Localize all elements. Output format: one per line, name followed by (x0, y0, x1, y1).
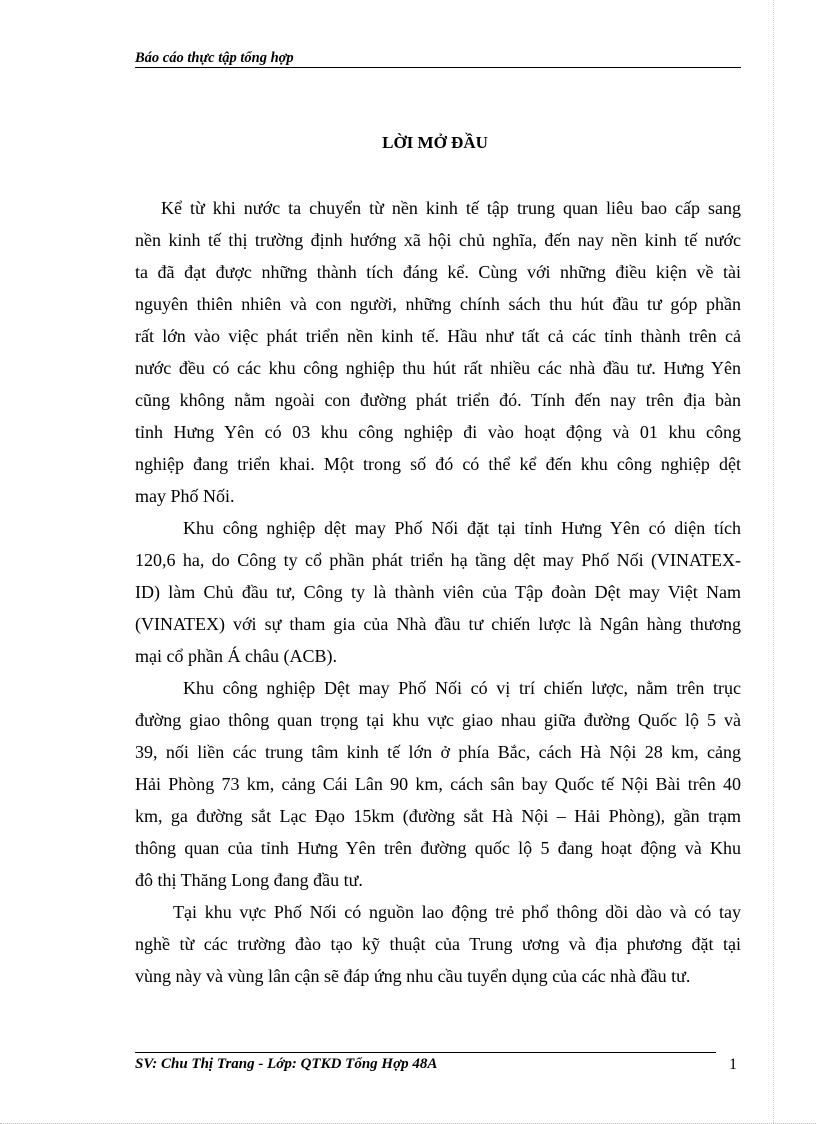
paragraph-3 (135, 672, 741, 896)
page-margin-guide-vertical (773, 0, 774, 1123)
paragraph-line: tỉnh Hưng Yên có 03 khu công nghiệp đi vào hoạt động và 01 khu công (135, 422, 741, 442)
paragraph-line: nguyên thiên nhiên và con người, những chính sách thu hút đầu tư góp phần (135, 294, 741, 314)
paragraph-line: thông quan của tỉnh Hưng Yên trên đường quốc lộ 5 đang hoạt động và Khu (135, 838, 741, 858)
header-rule (135, 67, 741, 68)
paragraph-line: vùng này và vùng lân cận sẽ đáp ứng nhu cầu tuyển dụng của các nhà đầu tư. (135, 966, 691, 986)
document-title: LỜI MỞ ĐẦU (382, 133, 488, 152)
paragraph-line: Tại khu vực Phố Nối có nguồn lao động trẻ phổ thông dồi dào và có tay (173, 902, 741, 922)
paragraph-line: nghề từ các trường đào tạo kỹ thuật của Trung ương và địa phương đặt tại (135, 934, 741, 954)
paragraph-2 (135, 512, 741, 672)
paragraph-line: đô thị Thăng Long đang đầu tư. (135, 870, 363, 890)
paragraph-1 (135, 192, 741, 512)
paragraph-line: 39, nối liền các trung tâm kinh tế lớn ở phía Bắc, cách Hà Nội 28 km, cảng (135, 742, 741, 762)
paragraph-line: mại cổ phần Á châu (ACB). (135, 646, 337, 666)
paragraph-line: may Phố Nối. (135, 486, 235, 506)
running-footer: SV: Chu Thị Trang - Lớp: QTKD Tổng Hợp 48A (135, 1056, 438, 1072)
paragraph-line: ta đã đạt được những thành tích đáng kể. Cùng với những điều kiện về tài (135, 262, 741, 282)
page-number: 1 (729, 1056, 737, 1073)
paragraph-line: cũng không nằm ngoài con đường phát triển đó. Tính đến nay trên địa bàn (135, 390, 741, 410)
paragraph-line: Hải Phòng 73 km, cảng Cái Lân 90 km, cách sân bay Quốc tế Nội Bài trên 40 (135, 774, 741, 794)
paragraph-line: km, ga đường sắt Lạc Đạo 15km (đường sắt Hà Nội – Hải Phòng), gần trạm (135, 806, 741, 826)
paragraph-line: nghiệp đang triển khai. Một trong số đó có thể kể đến khu công nghiệp dệt (135, 454, 741, 474)
paragraph-line: Khu công nghiệp Dệt may Phố Nối có vị trí chiến lược, nằm trên trục (183, 678, 741, 698)
paragraph-line: ID) làm Chủ đầu tư, Công ty là thành viên của Tập đoàn Dệt may Việt Nam (135, 582, 741, 602)
paragraph-line: đường giao thông quan trọng tại khu vực giao nhau giữa đường Quốc lộ 5 và (135, 710, 741, 730)
paragraph-4 (135, 896, 741, 992)
paragraph-line: Kể từ khi nước ta chuyển từ nền kinh tế tập trung quan liêu bao cấp sang (161, 198, 741, 218)
running-header: Báo cáo thực tập tổng hợp (135, 50, 294, 66)
footer-rule (135, 1052, 716, 1053)
paragraph-line: rất lớn vào việc phát triển nền kinh tế. Hầu như tất cả các tỉnh thành trên cả (135, 326, 741, 346)
paragraph-line: (VINATEX) với sự tham gia của Nhà đầu tư chiến lược là Ngân hàng thương (135, 614, 741, 634)
paragraph-line: nước đều có các khu công nghiệp thu hút rất nhiều các nhà đầu tư. Hưng Yên (135, 358, 741, 378)
paragraph-line: 120,6 ha, do Công ty cổ phần phát triển hạ tầng dệt may Phố Nối (VINATEX- (135, 550, 741, 570)
paragraph-line: nền kinh tế thị trường định hướng xã hội chủ nghĩa, đến nay nền kinh tế nước (135, 230, 741, 250)
paragraph-line: Khu công nghiệp dệt may Phố Nối đặt tại tỉnh Hưng Yên có diện tích (183, 518, 741, 538)
